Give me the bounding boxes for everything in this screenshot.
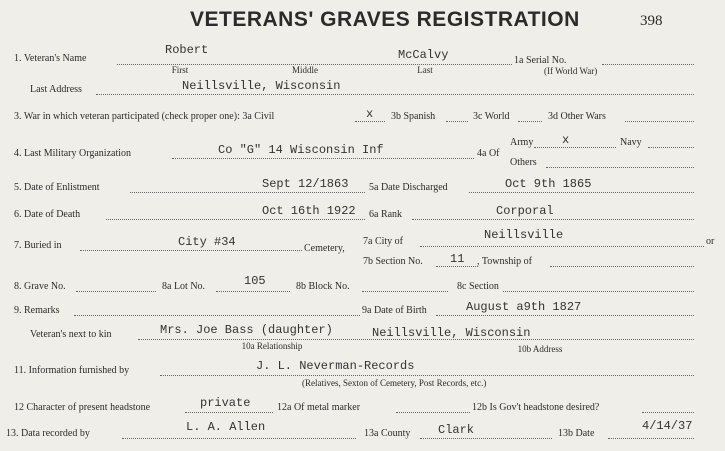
rank-line <box>412 219 694 220</box>
address-caption: 10b Address <box>517 344 563 354</box>
block-no-line <box>362 291 448 292</box>
birth-value: August a9th 1827 <box>466 300 582 314</box>
other-wars-label: 3d Other Wars <box>548 111 606 122</box>
relationship-caption: 10a Relationship <box>241 341 303 351</box>
kin-address-value: Neillsville, Wisconsin <box>372 326 531 340</box>
serial-no-line <box>602 64 694 65</box>
war-label: 3. War in which veteran participated (check proper one): 3a Civil <box>14 111 275 122</box>
world-line <box>518 121 542 122</box>
buried-in-value: City #34 <box>178 235 236 249</box>
discharged-value: Oct 9th 1865 <box>505 177 592 191</box>
section-label: 8c Section <box>457 281 499 292</box>
buried-in-line <box>80 250 302 251</box>
city-value: Neillsville <box>484 228 564 242</box>
other-wars-line <box>625 121 694 122</box>
city-of-line <box>420 246 704 247</box>
headstone-line <box>185 412 273 413</box>
kin-label: Veteran's next to kin <box>30 329 112 340</box>
enlistment-label: 5. Date of Enlistment <box>14 182 100 193</box>
kin-value: Mrs. Joe Bass (daughter) <box>160 323 333 337</box>
grave-no-line <box>76 291 156 292</box>
metal-marker-label: 12a Of metal marker <box>277 402 361 413</box>
navy-line <box>648 147 694 148</box>
headstone-label: 12 Character of present headstone <box>14 402 151 413</box>
or-label: or <box>706 236 715 247</box>
others-line <box>546 167 694 168</box>
card-number: 398 <box>640 13 663 29</box>
recorder-value: L. A. Allen <box>186 420 266 434</box>
serial-no-caption: (If World War) <box>544 66 598 76</box>
recorded-by-label: 13. Data recorded by <box>6 428 90 439</box>
last-address-value: Neillsville, Wisconsin <box>182 79 341 93</box>
recorded-by-line <box>122 438 356 439</box>
last-name-value: McCalvy <box>398 48 449 62</box>
last-caption: Last <box>417 65 433 75</box>
civil-mark: x <box>366 107 374 121</box>
first-caption: First <box>171 65 189 75</box>
form-title: VETERANS' GRAVES REGISTRATION <box>190 8 580 31</box>
headstone-value: private <box>200 396 251 410</box>
spanish-line <box>446 121 468 122</box>
spanish-label: 3b Spanish <box>391 111 436 122</box>
informant-value: J. L. Neverman-Records <box>256 359 415 373</box>
section-value: 11 <box>450 252 465 266</box>
first-name-value: Robert <box>165 43 209 57</box>
date-value: 4/14/37 <box>642 419 693 433</box>
discharged-line <box>469 192 694 193</box>
gov-headstone-label: 12b Is Gov't headstone desired? <box>472 402 600 413</box>
cemetery-label: Cemetery, <box>304 243 345 254</box>
death-value: Oct 16th 1922 <box>262 204 356 218</box>
last-address-line <box>96 94 694 95</box>
birth-line <box>436 315 694 316</box>
civil-line <box>355 121 385 122</box>
section-no-label: 7b Section No. <box>363 256 423 267</box>
informant-line <box>160 375 694 376</box>
township-line <box>550 266 694 267</box>
army-mark: x <box>562 133 570 147</box>
army-line <box>534 147 616 148</box>
rank-label: 6a Rank <box>369 209 403 220</box>
world-label: 3c World <box>473 111 510 122</box>
county-label: 13a County <box>364 428 411 439</box>
of-label: 4a Of <box>477 148 500 159</box>
death-line <box>106 219 365 220</box>
lot-no-line <box>216 291 290 292</box>
section-no-line <box>436 266 478 267</box>
grave-no-label: 8. Grave No. <box>14 281 66 292</box>
enlistment-value: Sept 12/1863 <box>262 177 349 191</box>
navy-label: Navy <box>620 137 642 148</box>
lot-no-label: 8a Lot No. <box>162 281 206 292</box>
military-org-value: Co "G" 14 Wisconsin Inf <box>218 143 384 157</box>
section-line <box>503 291 694 292</box>
veteran-name-label: 1. Veteran's Name <box>14 53 87 64</box>
buried-in-label: 7. Buried in <box>14 240 62 251</box>
gov-headstone-line <box>642 412 694 413</box>
date-label: 13b Date <box>558 428 595 439</box>
enlistment-line <box>130 192 365 193</box>
block-no-label: 8b Block No. <box>296 281 350 292</box>
army-label: Army <box>510 137 534 148</box>
county-value: Clark <box>438 423 475 437</box>
birth-label: 9a Date of Birth <box>362 305 427 316</box>
remarks-line <box>74 315 360 316</box>
township-label: , Township of <box>477 256 532 267</box>
city-of-label: 7a City of <box>363 236 403 247</box>
informant-caption: (Relatives, Sexton of Cemetery, Post Records, etc.) <box>302 378 487 388</box>
rank-value: Corporal <box>496 204 554 218</box>
discharged-label: 5a Date Discharged <box>369 182 448 193</box>
county-line <box>420 438 552 439</box>
military-org-line <box>172 158 474 159</box>
informant-label: 11. Information furnished by <box>14 365 130 376</box>
middle-caption: Middle <box>292 65 318 75</box>
metal-marker-line <box>396 412 470 413</box>
remarks-label: 9. Remarks <box>14 305 60 316</box>
date-line <box>608 438 694 439</box>
serial-no-label: 1a Serial No. <box>514 55 567 66</box>
others-label: Others <box>510 157 537 168</box>
lot-value: 105 <box>244 274 266 288</box>
last-address-label: Last Address <box>30 84 82 95</box>
military-org-label: 4. Last Military Organization <box>14 148 132 159</box>
death-label: 6. Date of Death <box>14 209 81 220</box>
